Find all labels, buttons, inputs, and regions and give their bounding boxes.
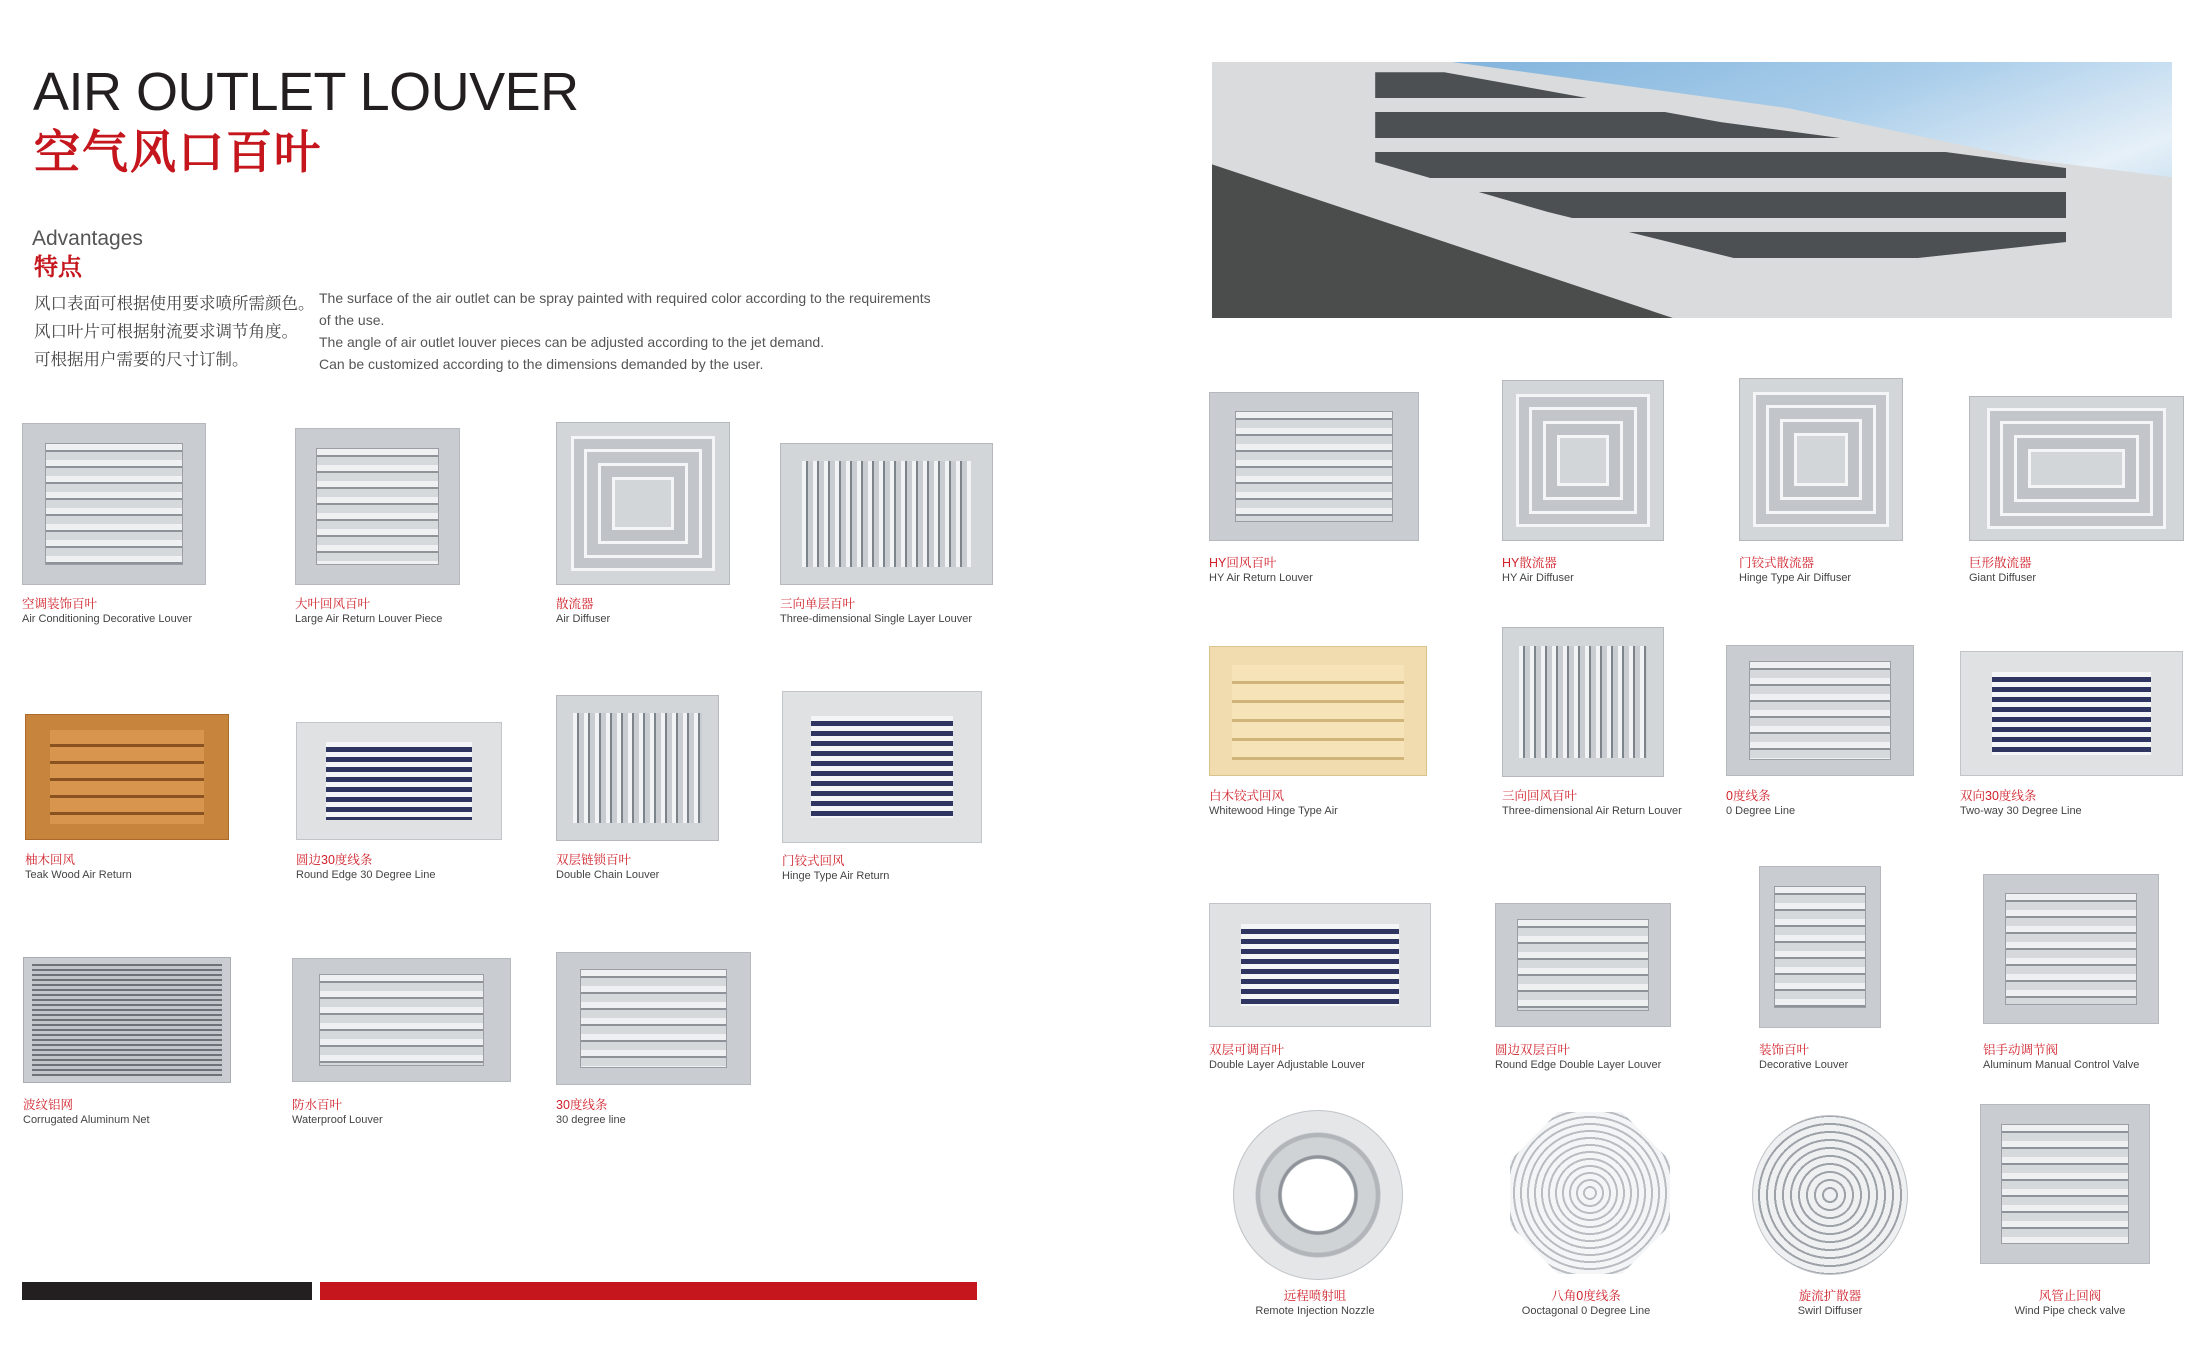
product-image [1502,380,1664,541]
footer-bar-black [22,1282,312,1300]
product-name-cn: 装饰百叶 [1759,1043,1810,1057]
product-card [780,443,1000,623]
product-name-cn: 空调装饰百叶 [22,597,98,611]
product-image [1969,396,2184,541]
product-card [1209,392,1439,592]
product-name-cn: 白木铰式回风 [1209,789,1285,803]
advantage-line: Can be customized according to the dimensions demanded by the user. [319,356,764,372]
product-name-en: Air Diffuser [556,613,611,625]
product-image [1495,903,1671,1027]
product-name-cn: 旋流扩散器 [1798,1289,1862,1303]
product-name-en: Decorative Louver [1759,1059,1849,1071]
product-image [23,957,231,1083]
product-image [780,443,993,585]
product-image [22,423,206,585]
advantage-line: 风口叶片可根据射流要求调节角度。 [34,323,298,341]
product-name-en: HY Air Diffuser [1502,572,1574,584]
product-image [1983,874,2159,1024]
product-card [1209,646,1439,824]
product-name-en: Air Conditioning Decorative Louver [22,613,192,625]
product-card [1486,1112,1686,1320]
product-card [1960,651,2185,824]
product-card [1502,380,1702,592]
product-name-cn: 门铰式散流器 [1739,556,1815,570]
product-image [1726,645,1914,776]
product-name-cn: 圆边30度线条 [296,853,373,867]
product-image [1759,866,1881,1028]
product-card [296,722,506,884]
advantage-line: 风口表面可根据使用要求喷所需颜色。 [34,295,315,313]
product-card [1759,866,1959,1083]
product-card [1969,396,2189,592]
product-name-cn: 三向回风百叶 [1502,789,1578,803]
advantage-line: The angle of air outlet louver pieces can be adjusted according to the jet demand. [319,334,825,350]
product-name-cn: 铝手动调节阀 [1983,1043,2059,1057]
product-card [1970,1104,2170,1320]
product-name-en: Whitewood Hinge Type Air [1209,805,1338,817]
product-card [556,422,756,623]
product-name-cn: 散流器 [556,597,594,611]
product-name-en: Three-dimensional Single Layer Louver [780,613,972,625]
product-name-cn: 巨形散流器 [1969,556,2032,570]
page-title-chinese: 空气风口百叶 [34,126,322,178]
product-image [1960,651,2183,776]
product-card [1502,627,1702,824]
product-name-en: Double Chain Louver [556,869,660,881]
product-card [556,695,756,884]
product-name-cn: 0度线条 [1726,789,1771,803]
product-name-cn: 30度线条 [556,1098,608,1112]
product-card [25,714,235,884]
product-name-en: HY Air Return Louver [1209,572,1313,584]
product-name-en: Corrugated Aluminum Net [23,1114,150,1126]
product-name-cn: 波纹铝网 [23,1098,74,1112]
product-name-cn: 八角0度线条 [1551,1289,1621,1303]
advantage-line: 可根据用户需要的尺寸订制。 [34,351,249,369]
product-image [1209,646,1427,776]
product-name-en: Giant Diffuser [1969,572,2037,584]
building-facade-photo [1212,62,2172,318]
product-name-cn: 双层链锁百叶 [556,853,632,867]
product-name-en: Three-dimensional Air Return Louver [1502,805,1682,817]
product-card [23,957,243,1127]
product-name-en: Ooctagonal 0 Degree Line [1521,1305,1651,1317]
product-name-cn: HY散流器 [1502,556,1557,570]
product-name-cn: 双向30度线条 [1960,789,2037,803]
product-name-en: Hinge Type Air Return [782,870,890,882]
product-name-cn: 防水百叶 [292,1098,343,1112]
product-image [295,428,460,585]
product-image [556,952,751,1085]
product-name-en: Aluminum Manual Control Valve [1983,1059,2140,1071]
product-card [782,691,992,884]
product-card [1726,645,1926,824]
product-name-en: Teak Wood Air Return [25,869,132,881]
product-name-en: 30 degree line [556,1114,626,1126]
product-name-cn: 门铰式回风 [782,854,845,868]
product-card [1983,874,2193,1083]
product-name-cn: 圆边双层百叶 [1495,1043,1571,1057]
product-image [1510,1112,1670,1274]
product-name-cn: 远程喷射咀 [1283,1289,1347,1303]
footer-bar-red [320,1282,977,1300]
product-name-en: Two-way 30 Degree Line [1960,805,2082,817]
product-image [1739,378,1903,541]
product-card [1739,378,1939,592]
product-card [1495,903,1725,1083]
product-name-en: Round Edge Double Layer Louver [1495,1059,1662,1071]
product-image [556,422,730,585]
advantages-list-chinese [34,290,315,374]
advantages-heading-chinese: 特点 [34,254,82,281]
product-name-cn: HY回风百叶 [1209,556,1277,570]
product-image [25,714,229,840]
product-name-en: Large Air Return Louver Piece [295,613,443,625]
product-image [1502,627,1664,777]
product-image [296,722,502,840]
product-name-cn: 风管止回阀 [2038,1289,2102,1303]
product-name-cn: 三向单层百叶 [780,597,856,611]
product-card [1215,1110,1415,1320]
product-card [1730,1115,1930,1320]
product-image [556,695,719,841]
product-name-en: Swirl Diffuser [1797,1305,1863,1317]
product-name-en: Double Layer Adjustable Louver [1209,1059,1365,1071]
product-name-en: Round Edge 30 Degree Line [296,869,436,881]
advantage-line: of the use. [319,312,385,328]
page-title: AIR OUTLET LOUVER [33,62,579,122]
advantage-line: The surface of the air outlet can be spray painted with required color according to the requirements [319,290,931,306]
product-image [1209,903,1431,1027]
product-name-cn: 大叶回风百叶 [295,597,371,611]
product-card [292,958,512,1127]
product-card [22,423,222,623]
product-name-cn: 双层可调百叶 [1209,1043,1285,1057]
product-card [295,428,495,623]
advantages-heading: Advantages [32,227,143,250]
product-name-en: Remote Injection Nozzle [1255,1305,1375,1317]
product-image [1209,392,1419,541]
product-image [1233,1110,1403,1280]
advantages-list-english [319,287,969,375]
product-image [782,691,982,843]
product-name-en: Wind Pipe check valve [2014,1305,2126,1317]
product-image [1752,1115,1908,1275]
product-image [1980,1104,2150,1264]
product-card [556,952,756,1127]
product-name-en: 0 Degree Line [1726,805,1796,817]
product-name-en: Hinge Type Air Diffuser [1739,572,1852,584]
product-image [292,958,511,1082]
product-name-en: Waterproof Louver [292,1114,383,1126]
product-name-cn: 柚木回风 [25,853,76,867]
product-card [1209,903,1439,1083]
